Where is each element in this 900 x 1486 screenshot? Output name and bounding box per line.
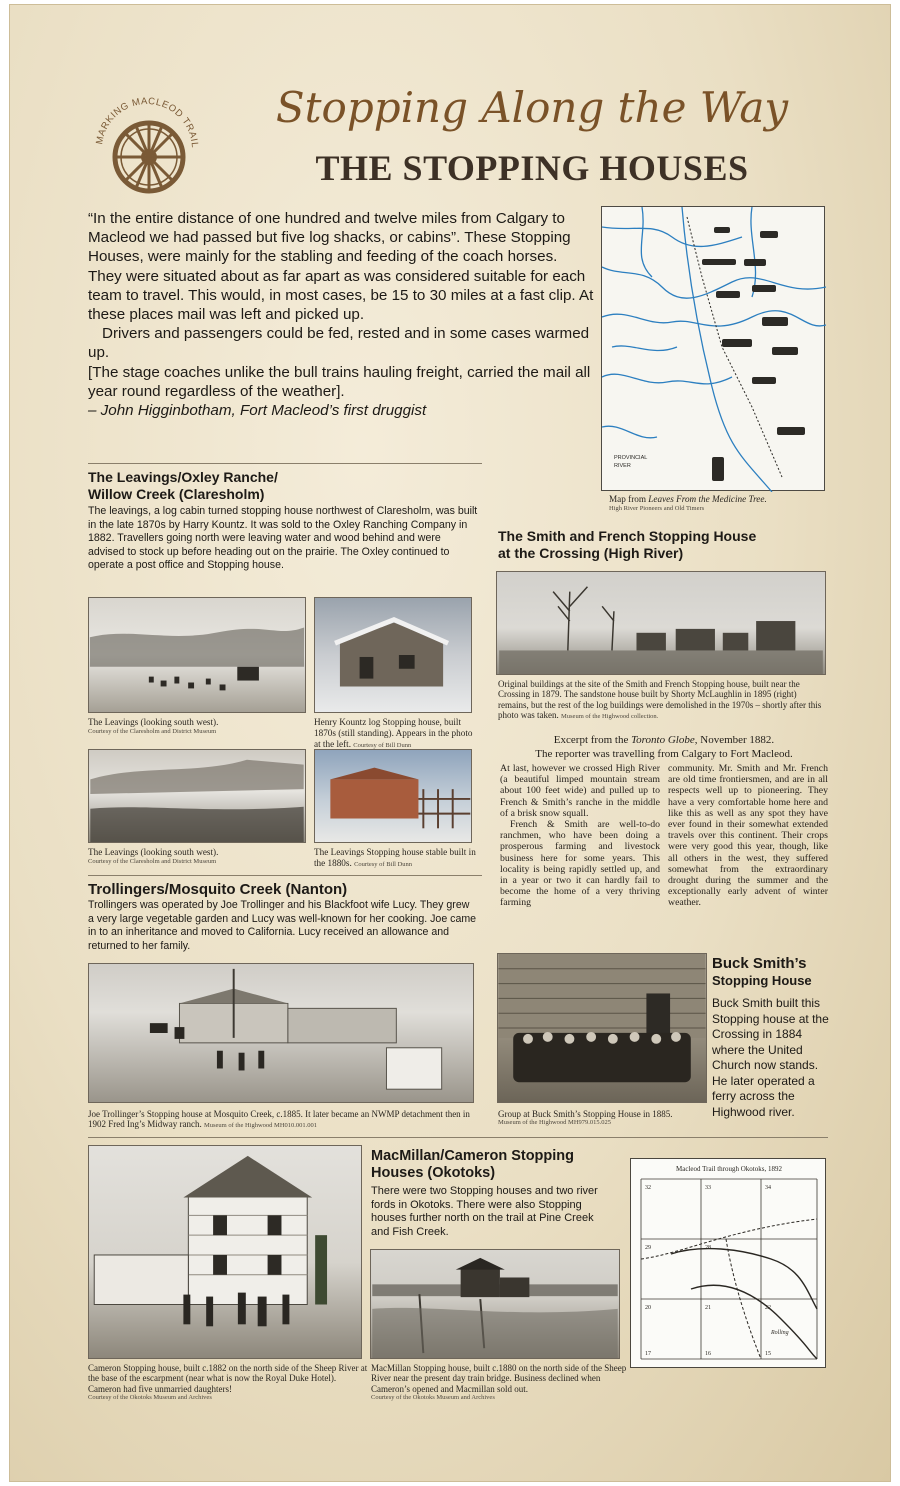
smith-french-caption: Original buildings at the site of the Smith and French Stopping house, built near the Crossing in 1879. The sandstone house built by Shorty McLaughlin in 1895 (right) remains, but the rest of the log buildings were demolished in the 1970s – shortly after this photo was taken. Museum of the Highwood collection.	[498, 679, 822, 721]
leavings-photo-2	[314, 597, 472, 713]
leavings-heading: The Leavings/Oxley Ranche/ Willow Creek (Claresholm)	[88, 469, 278, 502]
map-label-rolling: Rolling	[771, 1330, 789, 1336]
intro-quote	[88, 209, 594, 420]
cameron-photo	[88, 1145, 362, 1359]
leavings-photo-1-caption: The Leavings (looking south west). Courtesy of the Claresholm and District Museum	[88, 717, 219, 735]
leavings-photo-4	[314, 749, 472, 843]
buck-smith-caption: Group at Buck Smith’s Stopping House in 1885. Museum of the Highwood MH979.015.025	[498, 1109, 673, 1127]
trollinger-body: Trollingers was operated by Joe Trollinger and his Blackfoot wife Lucy. They grew a very large vegetable garden and Lucy was well-known for her cooking. Joe came in to an inheritance and moved to California. Lucy received an allowance and returned to her family.	[88, 899, 477, 952]
excerpt-heading: Excerpt from the Toronto Globe, November 1882. The reporter was travelling from Calgary to Fort Macleod.	[535, 734, 793, 760]
map-number: 33	[705, 1185, 711, 1191]
map-number: 15	[765, 1351, 771, 1357]
okotoks-map	[630, 1158, 826, 1368]
trail-map	[601, 206, 825, 491]
intro-paragraph-1: “In the entire distance of one hundred and twelve miles from Calgary to Macleod we had passed but five log shacks, or cabins”. These Stopping Houses, were mainly for the stabling and feeding of the coach horses. They were situated about as far apart as was considered suitable for each team to travel. This would, in most cases, be 15 to 30 miles at a fast clip. At these places mail was left and picked up.	[88, 210, 594, 324]
map-number: 34	[765, 1185, 771, 1191]
map-number: 17	[645, 1351, 651, 1357]
intro-paragraph-2: Drivers and passengers could be fed, rested and in some cases warmed up.	[88, 325, 590, 362]
leavings-photo-2-caption: Henry Kountz log Stopping house, built 1870s (still standing). Appears in the photo at the left. Courtesy of Bill Dunn	[314, 717, 473, 749]
map-label-provincial: PROVINCIAL	[614, 455, 648, 461]
macmillan-heading: MacMillan/Cameron Stopping Houses (Okotoks)	[371, 1148, 575, 1181]
okotoks-map-title: Macleod Trail through Okotoks, 1892	[676, 1165, 782, 1173]
divider	[88, 1137, 828, 1138]
divider	[88, 875, 482, 876]
intro-attribution: – John Higginbotham, Fort Macleod’s first druggist	[88, 402, 427, 420]
leavings-photo-3-caption: The Leavings (looking south west). Courtesy of the Claresholm and District Museum	[88, 847, 219, 865]
buck-smith-body: Buck Smith built this Stopping house at the Crossing in 1884 where the United Church now stands. He later operated a ferry across the Highwood river.	[712, 996, 829, 1119]
trollinger-photo	[88, 963, 474, 1103]
trollinger-caption: Joe Trollinger’s Stopping house at Mosquito Creek, c.1885. It later became an NWMP detachment then in 1902 Fred Ing’s Midway ranch. Museum of the Highwood MH010.001.001	[88, 1109, 470, 1130]
map-caption: Map from Leaves From the Medicine Tree. High River Pioneers and Old Timers	[609, 494, 767, 512]
leavings-body: The leavings, a log cabin turned stopping house northwest of Claresholm, was built in the late 1870s by Harry Kountz. It was sold to the Oxley Ranching Company in 1882. Travellers going north were leaving water and wood behind and were advised to stock up before heading out on the prairie. The Oxley continued to operate a post office and Stopping house.	[88, 505, 478, 571]
wagon-wheel-logo	[88, 87, 206, 205]
interpretive-panel	[9, 4, 891, 1482]
wagon-wheel-icon	[88, 87, 206, 205]
smith-french-photo	[496, 571, 826, 675]
macmillan-body: There were two Stopping houses and two river fords in Okotoks. There were also Stopping houses further north on the trail at Pine Creek and Fish Creek.	[371, 1185, 598, 1238]
map-number: 16	[705, 1351, 711, 1357]
page-title: THE STOPPING HOUSES	[315, 148, 749, 188]
leavings-photo-3	[88, 749, 306, 843]
map-number: 32	[645, 1185, 651, 1191]
map-number: 28	[705, 1245, 711, 1251]
script-title: Stopping Along the Way	[275, 83, 789, 132]
map-number: 22	[765, 1305, 771, 1311]
map-label-river: RIVER	[614, 463, 631, 469]
buck-smith-heading: Buck Smith’s Stopping House	[712, 955, 812, 988]
cameron-caption: Cameron Stopping house, built c.1882 on the north side of the Sheep River at the base of the escarpment (near what is now the Royal Duke Hotel). Cameron had five unmarried daughters! Courtesy of the Okotoks Museum and Archives	[88, 1363, 368, 1402]
leavings-photo-1	[88, 597, 306, 713]
leavings-photo-4-caption: The Leavings Stopping house stable built in the 1880s. Courtesy of Bill Dunn	[314, 847, 476, 868]
buck-smith-photo	[497, 953, 707, 1103]
macmillan-photo	[370, 1249, 620, 1359]
intro-paragraph-3: [The stage coaches unlike the bull trains hauling freight, carried the mail all year round regardless of the weather].	[88, 363, 591, 400]
smith-french-heading: The Smith and French Stopping House at the Crossing (High River)	[498, 528, 757, 561]
divider	[88, 463, 482, 464]
map-number: 29	[645, 1245, 651, 1251]
excerpt-column-2: community. Mr. Smith and Mr. French are old time frontiersmen, and are in all respects well up to pioneering. They have a very comfortable home here and like this as well as any spot they have ever found in their somewhat extended travels over this continent. Their crops were very good this year, though, like all others in the west, they suffered somewhat from the extraordinary drought during the summer and the exceptionally early advent of winter weather.	[668, 763, 828, 909]
trollinger-heading: Trollingers/Mosquito Creek (Nanton)	[88, 881, 348, 898]
map-number: 20	[645, 1305, 651, 1311]
excerpt-column-1: At last, however we crossed High River (a beautiful limped mountain stream about 100 feet wide) and pulled up to French & Smith’s ranche in the middle of a brisk snow squall. French & Smith are well-to-do ranchmen, who have been doing a prosperous farming and livestock business here for some years. This locality is being rapidly settled up, and in a year or two it can hardly fail to become the home of a very thriving farming	[500, 763, 660, 909]
map-number: 21	[705, 1305, 711, 1311]
macmillan-caption: MacMillan Stopping house, built c.1880 on the north side of the Sheep River near the present day train bridge. Business declined when Cameron’s opened and Macmillan sold out. Courtesy of the Okotoks Museum and Archives	[371, 1363, 627, 1402]
logo-text: MARKING MACLEOD TRAIL	[94, 95, 201, 149]
